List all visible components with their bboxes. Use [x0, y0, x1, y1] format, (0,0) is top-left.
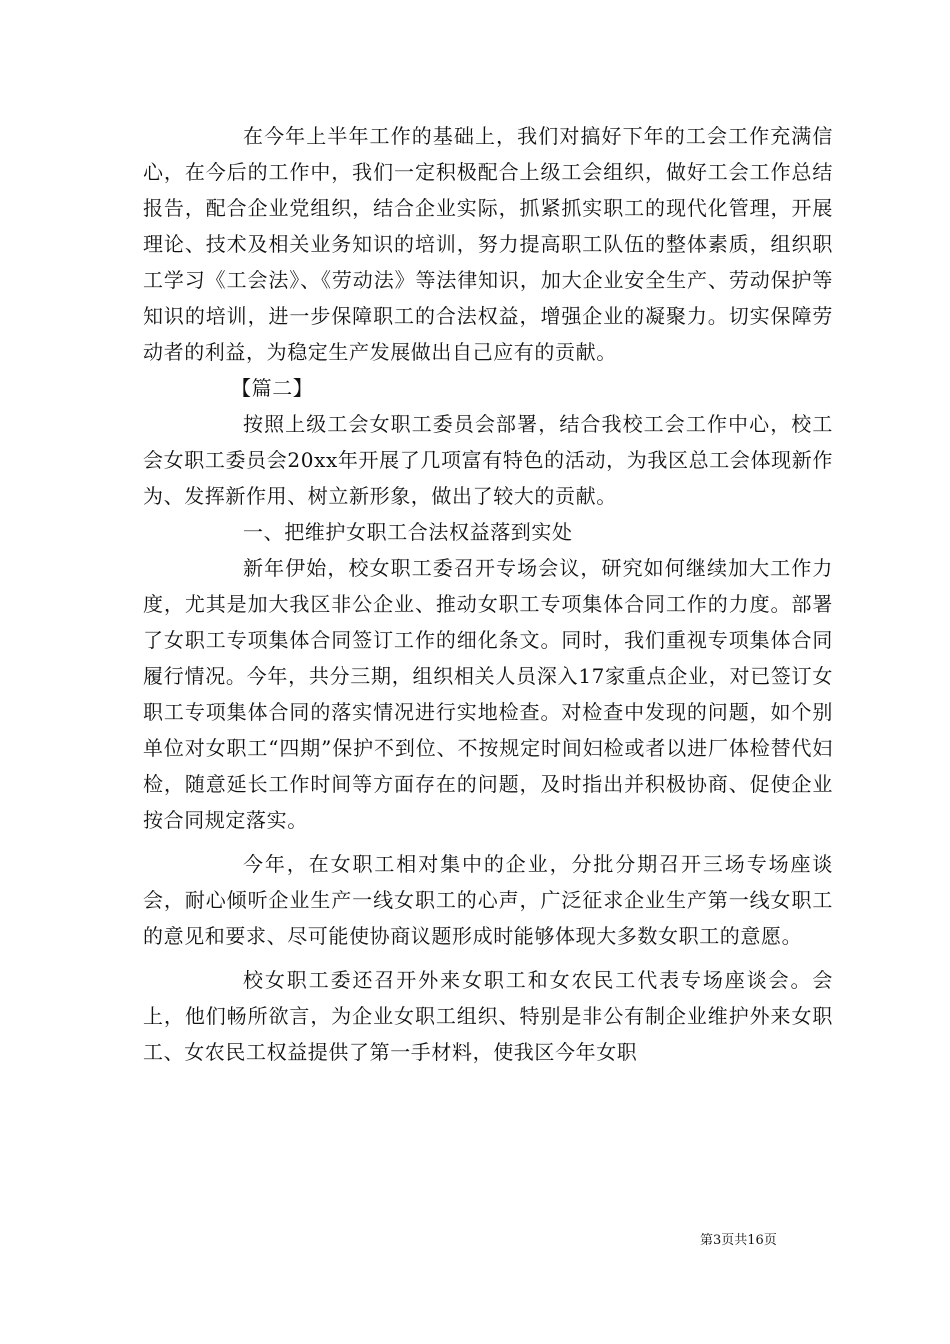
page-number-footer: 第3页共16页 — [700, 1233, 777, 1248]
paragraph-symposium: 今年，在女职工相对集中的企业，分批分期召开三场专场座谈会，耐心倾听企业生产一线女职工的心声，广泛征求企业生产第一线女职工的意见和要求、尽可能使协商议题形成时能够体现大多数女职工的意愿。 — [143, 852, 833, 948]
document-body — [143, 118, 833, 1070]
paragraph-conclusion: 在今年上半年工作的基础上，我们对搞好下年的工会工作充满信心，在今后的工作中，我们一定积极配合上级工会组织，做好工会工作总结报告，配合企业党组织，结合企业实际，抓紧抓实职工的现代化管理，开展理论、技术及相关业务知识的培训，努力提高职工队伍的整体素质，组织职工学习《工会法》、《劳动法》等法律知识，加大企业安全生产、劳动保护等知识的培训，进一步保障职工的合法权益，增强企业的凝聚力。切实保障劳动者的利益，为稳定生产发展做出自己应有的贡献。 — [143, 124, 833, 364]
subheading-rights: 一、把维护女职工合法权益落到实处 — [243, 520, 573, 544]
section-heading-part-two: 【篇二】 — [231, 376, 314, 400]
paragraph-new-year: 新年伊始，校女职工委召开专场会议，研究如何继续加大工作力度，尤其是加大我区非公企业、推动女职工专项集体合同工作的力度。部署了女职工专项集体合同签订工作的细化条文。同时，我们重视专项集体合同履行情况。今年，共分三期，组织相关人员深入17家重点企业，对已签订女职工专项集体合同的落实情况进行实地检查。对检查中发现的问题，如个别单位对女职工“四期”保护不到位、不按规定时间妇检或者以进厂体检替代妇检，随意延长工作时间等方面存在的问题，及时指出并积极协商、促使企业按合同规定落实。 — [143, 556, 833, 832]
paragraph-intro: 按照上级工会女职工委员会部署，结合我校工会工作中心，校工会女职工委员会20xx年开展了几项富有特色的活动，为我区总工会体现新作为、发挥新作用、树立新形象，做出了较大的贡献。 — [143, 412, 833, 508]
paragraph-migrant-workers: 校女职工委还召开外来女职工和女农民工代表专场座谈会。会上，他们畅所欲言，为企业女职工组织、特别是非公有制企业维护外来女职工、女农民工权益提供了第一手材料，使我区今年女职 — [143, 968, 833, 1064]
